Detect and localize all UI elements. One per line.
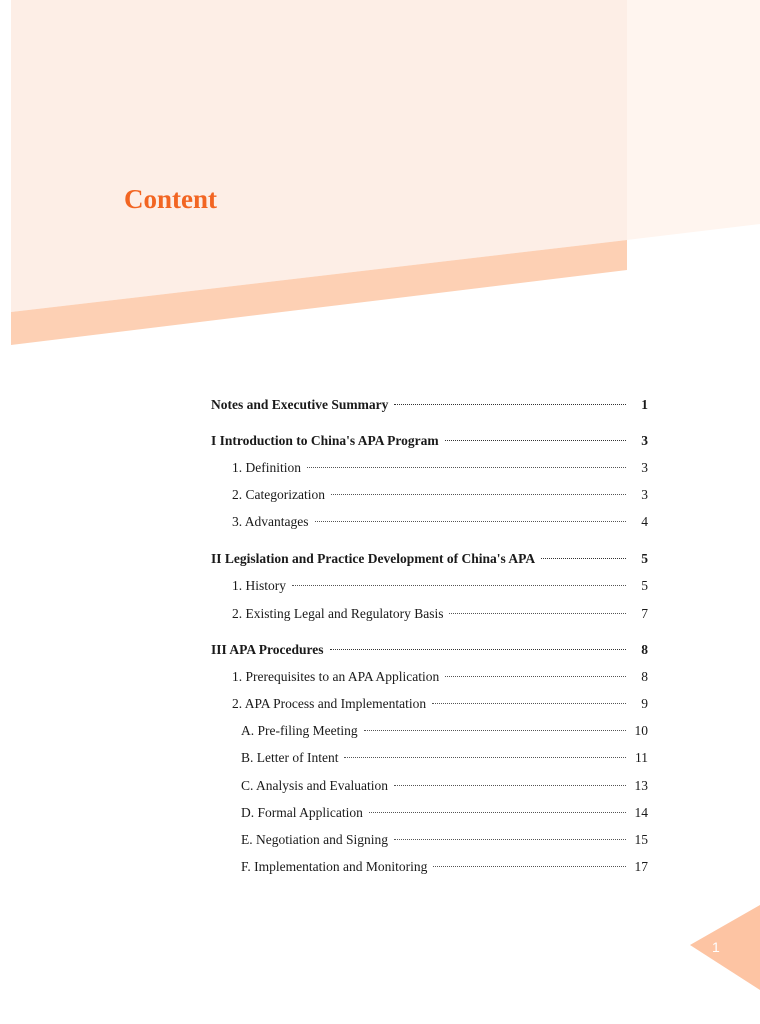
toc-dot-leader (541, 558, 626, 559)
toc-entry[interactable] (241, 830, 648, 850)
toc-dot-leader (449, 613, 626, 614)
toc-dot-leader (445, 676, 626, 677)
toc-dot-leader (307, 467, 626, 468)
toc-dot-leader (331, 494, 626, 495)
toc-dot-leader (344, 757, 626, 758)
toc-dot-leader (445, 440, 626, 441)
toc-dot-leader (364, 730, 626, 731)
pale-band (627, 0, 760, 240)
toc-entry[interactable] (211, 431, 648, 451)
toc-entry-label: 1. Prerequisites to an APA Application (232, 669, 440, 684)
toc-dot-leader (433, 866, 626, 867)
toc-entry[interactable] (241, 857, 648, 877)
toc-entry[interactable] (211, 640, 648, 660)
toc-entry-page: 10 (634, 723, 648, 738)
toc-entry-page: 14 (634, 805, 648, 820)
toc-entry-page: 3 (641, 433, 648, 448)
toc-entry-page: 5 (641, 551, 648, 566)
toc-entry-page: 1 (641, 397, 648, 412)
toc-entry-page: 4 (641, 514, 648, 529)
toc-entry-page: 17 (634, 859, 648, 874)
toc-entry[interactable] (232, 694, 648, 714)
toc-entry[interactable] (241, 803, 648, 823)
toc-entry-page: 9 (641, 696, 648, 711)
toc-entry-label: D. Formal Application (241, 805, 363, 820)
toc-dot-leader (394, 404, 626, 405)
page-corner-tab (690, 905, 760, 990)
toc-entry[interactable] (232, 604, 648, 624)
page-number: 1 (712, 939, 720, 955)
toc-entry-label: III APA Procedures (211, 642, 324, 657)
toc-entry-page: 15 (634, 832, 648, 847)
toc-entry-label: E. Negotiation and Signing (241, 832, 388, 847)
toc-dot-leader (292, 585, 626, 586)
toc-entry[interactable] (232, 576, 648, 596)
toc-entry-page: 13 (634, 778, 648, 793)
toc-entry-page: 11 (635, 750, 648, 765)
toc-entry-label: Notes and Executive Summary (211, 397, 389, 412)
toc-entry-page: 8 (641, 642, 648, 657)
toc-entry-label: C. Analysis and Evaluation (241, 778, 388, 793)
toc-dot-leader (394, 785, 626, 786)
toc-entry-page: 3 (641, 460, 648, 475)
toc-entry-label: 2. APA Process and Implementation (232, 696, 427, 711)
toc-entry-page: 8 (641, 669, 648, 684)
toc-entry-label: II Legislation and Practice Development of China's APA (211, 551, 536, 566)
toc-entry-label: 3. Advantages (232, 514, 309, 529)
toc-entry-page: 3 (641, 487, 648, 502)
toc-entry-label: 1. Definition (232, 460, 301, 475)
toc-entry[interactable] (232, 458, 648, 478)
toc-entry[interactable] (211, 549, 648, 569)
toc-dot-leader (330, 649, 626, 650)
toc-entry-label: F. Implementation and Monitoring (241, 859, 428, 874)
toc-entry[interactable] (241, 721, 648, 741)
toc-entry[interactable] (241, 748, 648, 768)
toc-dot-leader (369, 812, 626, 813)
page-title: Content (124, 184, 217, 214)
toc-entry[interactable] (232, 512, 648, 532)
toc-entry-page: 5 (641, 578, 648, 593)
toc-dot-leader (394, 839, 626, 840)
toc-entry-label: A. Pre-filing Meeting (241, 723, 358, 738)
toc-entry-label: 2. Existing Legal and Regulatory Basis (232, 606, 444, 621)
toc-dot-leader (432, 703, 626, 704)
toc-entry-page: 7 (641, 606, 648, 621)
toc-entry[interactable] (232, 485, 648, 505)
toc-entry-label: 1. History (232, 578, 286, 593)
toc-entry[interactable] (241, 776, 648, 796)
toc-entry[interactable] (232, 667, 648, 687)
toc-entry[interactable] (211, 395, 648, 415)
toc-entry-label: B. Letter of Intent (241, 750, 339, 765)
toc-entry-label: I Introduction to China's APA Program (211, 433, 439, 448)
toc-dot-leader (315, 521, 627, 522)
toc-entry-label: 2. Categorization (232, 487, 325, 502)
